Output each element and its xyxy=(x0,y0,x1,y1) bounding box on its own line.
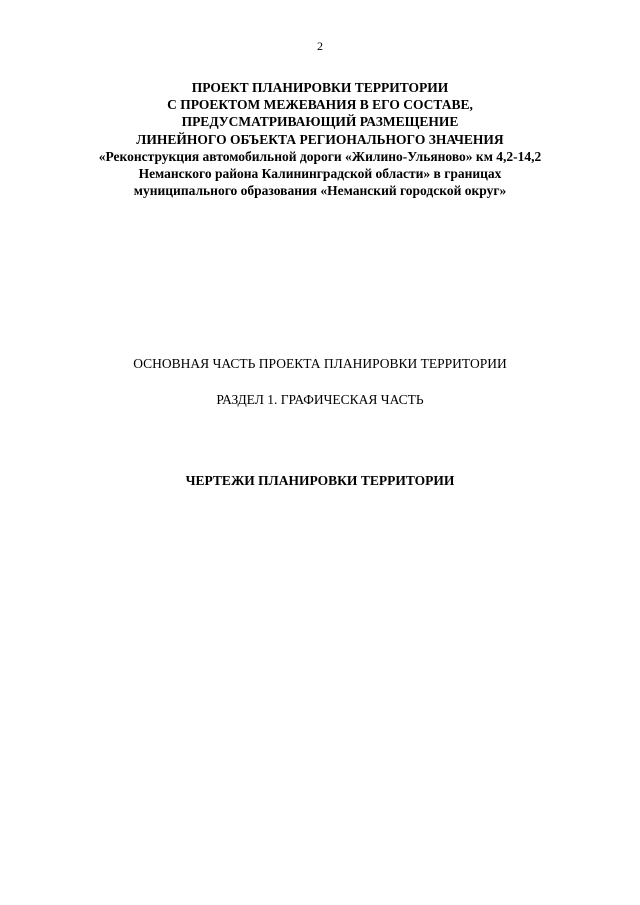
document-title xyxy=(0,79,640,199)
section-heading: ОСНОВНАЯ ЧАСТЬ ПРОЕКТА ПЛАНИРОВКИ ТЕРРИТОРИИ xyxy=(133,356,507,371)
drawings-heading: ЧЕРТЕЖИ ПЛАНИРОВКИ ТЕРРИТОРИИ xyxy=(185,473,455,488)
page-number: 2 xyxy=(317,39,323,53)
section-subheading: РАЗДЕЛ 1. ГРАФИЧЕСКАЯ ЧАСТЬ xyxy=(216,392,424,407)
title-line-5: «Реконструкция автомобильной дороги «Жилино-Ульяново» км 4,2-14,2 xyxy=(98,148,542,164)
title-line-2: С ПРОЕКТОМ МЕЖЕВАНИЯ В ЕГО СОСТАВЕ, xyxy=(167,97,473,113)
title-line-1: ПРОЕКТ ПЛАНИРОВКИ ТЕРРИТОРИИ xyxy=(191,80,449,95)
title-line-7: муниципального образования «Неманский городской округ» xyxy=(133,183,507,199)
title-line-3: ПРЕДУСМАТРИВАЮЩИЙ РАЗМЕЩЕНИЕ xyxy=(181,114,459,130)
title-line-4: ЛИНЕЙНОГО ОБЪЕКТА РЕГИОНАЛЬНОГО ЗНАЧЕНИЯ xyxy=(136,131,504,147)
title-line-6: Неманского района Калининградской области» в границах xyxy=(138,166,502,182)
